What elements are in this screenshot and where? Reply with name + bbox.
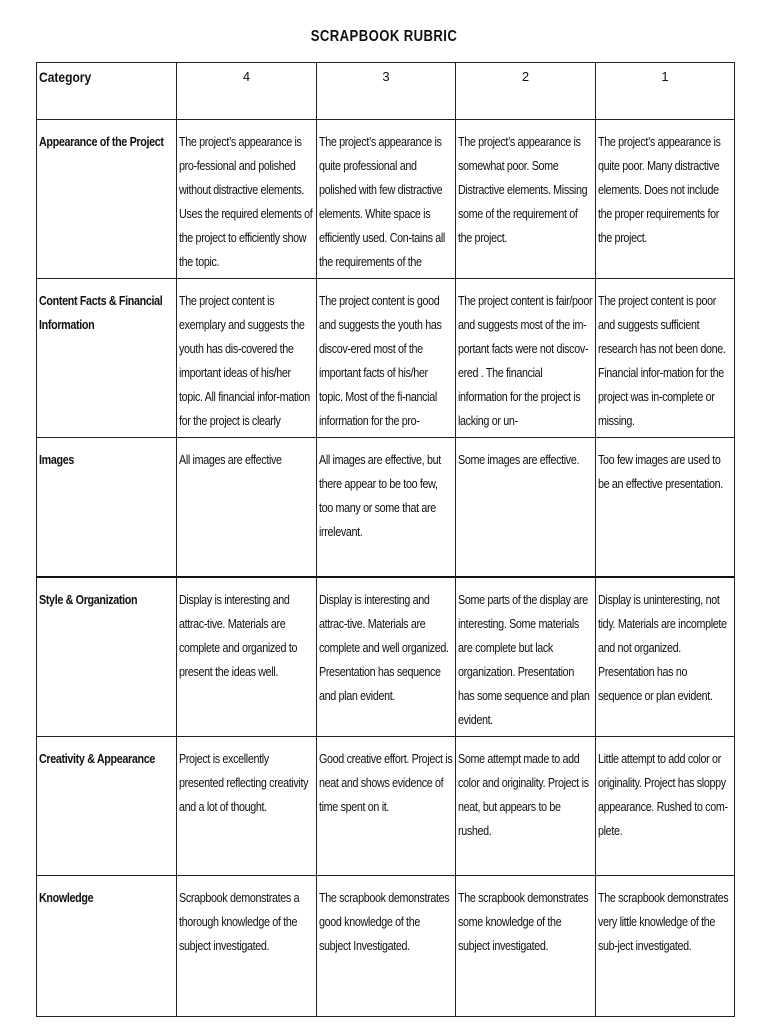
column-header-score-3: 3 <box>317 63 456 120</box>
rubric-cell: The project content is poor and suggests sufficient research has not been done. Financial infor-mation for the project was in-complete or missing. <box>596 279 735 438</box>
table-row <box>37 438 735 578</box>
category-label: Style & Organization <box>39 593 138 607</box>
category-label: Knowledge <box>39 891 94 905</box>
category-label: Content Facts & Financial Information <box>39 294 163 332</box>
column-header-score-1: 1 <box>596 63 735 120</box>
row-category-cell <box>37 279 177 438</box>
table-header-row <box>37 63 735 120</box>
table-row <box>37 577 735 737</box>
rubric-cell: Some images are effective. <box>456 438 596 578</box>
rubric-table <box>36 62 735 1017</box>
rubric-cell: All images are effective <box>177 438 317 578</box>
row-category-cell <box>37 876 177 1017</box>
rubric-cell: The scrapbook demonstrates good knowledge of the subject Investigated. <box>317 876 456 1017</box>
page-title: SCRAPBOOK RUBRIC <box>310 28 458 45</box>
row-category-cell <box>37 120 177 279</box>
category-label: Appearance of the Project <box>39 135 164 149</box>
rubric-cell: The project content is good and suggests the youth has discov-ered most of the important facts of his/her topic. Most of the fi-nancial information for the pro- <box>317 279 456 438</box>
rubric-cell: Display is uninteresting, not tidy. Materials are incomplete and not organized. Presentation has no sequence or plan evident. <box>596 577 735 737</box>
rubric-cell: The project’s appearance is quite poor. Many distractive elements. Does not include the proper requirements for the project. <box>596 120 735 279</box>
rubric-cell: Scrapbook demonstrates a thorough knowledge of the subject investigated. <box>177 876 317 1017</box>
rubric-cell: The project’s appearance is quite professional and polished with few distractive elements. White space is efficiently used. Con-tains all the requirements of the <box>317 120 456 279</box>
rubric-cell: Display is interesting and attrac-tive. Materials are complete and organized to present the ideas well. <box>177 577 317 737</box>
column-header-score-4: 4 <box>177 63 317 120</box>
rubric-cell: All images are effective, but there appear to be too few, too many or some that are irrelevant. <box>317 438 456 578</box>
row-category-cell <box>37 737 177 876</box>
rubric-cell: The project’s appearance is somewhat poor. Some Distractive elements. Missing some of the requirement of the project. <box>456 120 596 279</box>
rubric-cell: The scrapbook demonstrates very little knowledge of the sub-ject investigated. <box>596 876 735 1017</box>
table-row <box>37 737 735 876</box>
row-category-cell <box>37 438 177 578</box>
column-header-score-2: 2 <box>456 63 596 120</box>
rubric-cell: Some parts of the display are interesting. Some materials are complete but lack organization. Presentation has some sequence and plan evident. <box>456 577 596 737</box>
rubric-cell: The project content is fair/poor and suggests most of the im-portant facts were not discov-ered . The financial information for the project is lacking or un- <box>456 279 596 438</box>
column-header-category: Category <box>37 63 177 120</box>
rubric-cell: Good creative effort. Project is neat and shows evidence of time spent on it. <box>317 737 456 876</box>
rubric-cell: The project’s appearance is pro-fessional and polished without distractive elements. Uses the required elements of the project to efficiently show the topic. <box>177 120 317 279</box>
rubric-cell: The scrapbook demonstrates some knowledge of the subject investigated. <box>456 876 596 1017</box>
category-label: Images <box>39 453 74 467</box>
rubric-cell: The project content is exemplary and suggests the youth has dis-covered the important ideas of his/her topic. All financial infor-mation for the project is clearly <box>177 279 317 438</box>
table-row <box>37 876 735 1017</box>
rubric-cell: Some attempt made to add color and originality. Project is neat, but appears to be rushed. <box>456 737 596 876</box>
rubric-cell: Too few images are used to be an effective presentation. <box>596 438 735 578</box>
rubric-cell: Little attempt to add color or originality. Project has sloppy appearance. Rushed to com-plete. <box>596 737 735 876</box>
rubric-cell: Display is interesting and attrac-tive. Materials are complete and well organized. Presentation has sequence and plan evident. <box>317 577 456 737</box>
category-label: Creativity & Appearance <box>39 752 155 766</box>
table-row <box>37 120 735 279</box>
row-category-cell <box>37 577 177 737</box>
table-row <box>37 279 735 438</box>
rubric-cell: Project is excellently presented reflecting creativity and a lot of thought. <box>177 737 317 876</box>
